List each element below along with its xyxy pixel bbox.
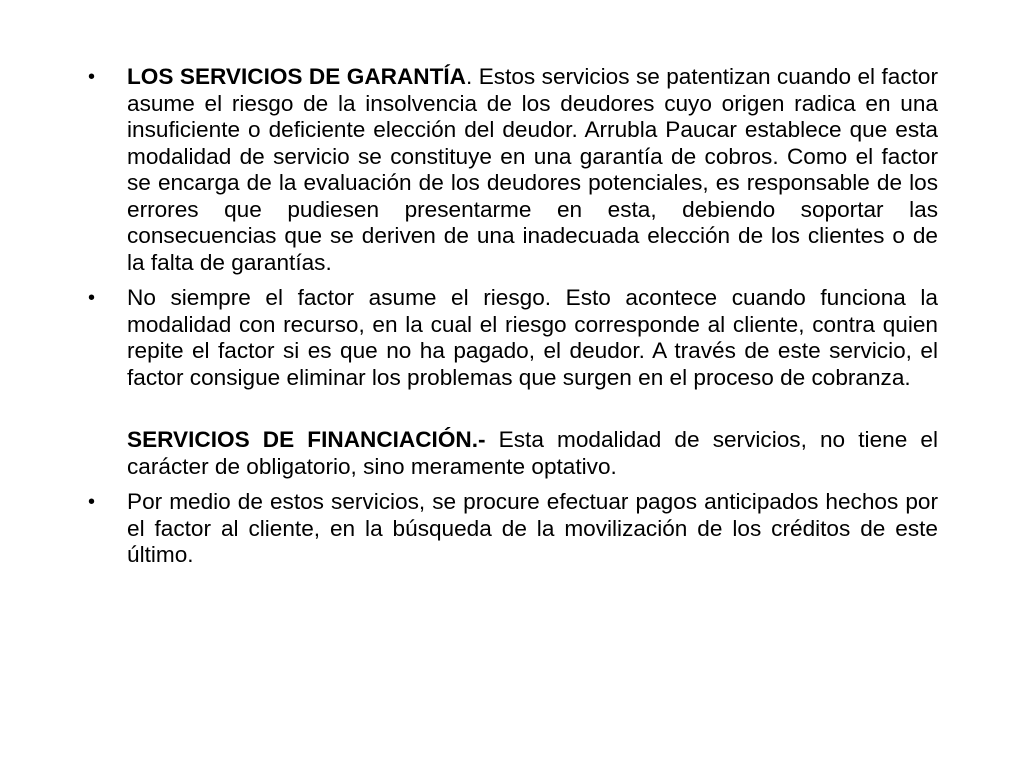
paragraph-servicios-financiacion [88, 427, 938, 480]
heading-servicios-garantia: LOS SERVICIOS DE GARANTÍA [127, 64, 466, 89]
bullet-icon: • [88, 491, 96, 513]
paragraph-text: Esta modalidad de servicios, no tiene el carácter de obligatorio, sino meramente optativo. [127, 427, 938, 479]
paragraph-text: . Estos servicios se patentizan cuando el factor asume el riesgo de la insolvencia de los deudores cuyo origen radica en una insuficiente o deficiente elección del deudor. Arrubla Paucar establece que esta modalidad de servicio se constituye en una garantía de cobros. Como el factor se encarga de la evaluación de los deudores potenciales, es responsable de los errores que pudiesen presentarme en esta, debiendo soportar las consecuencias que se deriven de una inadecuada elección de los clientes o de la falta de garantías. [127, 64, 939, 275]
paragraph-text: Por medio de estos servicios, se procure efectuar pagos anticipados hechos por el factor al cliente, en la búsqueda de la movilización de los créditos de este último. [127, 489, 938, 567]
paragraph-text: No siempre el factor asume el riesgo. Esto acontece cuando funciona la modalidad con recurso, en la cual el riesgo corresponde al cliente, contra quien repite el factor si es que no ha pagado, el deudor. A través de este servicio, el factor consigue eliminar los problemas que surgen en el proceso de cobranza. [127, 285, 938, 390]
paragraph-pagos-anticipados [88, 489, 938, 569]
bullet-icon: • [88, 287, 96, 309]
bullet-icon: • [88, 66, 96, 88]
slide-body [88, 64, 938, 569]
paragraph-servicios-garantia [88, 64, 938, 276]
heading-servicios-financiacion: SERVICIOS DE FINANCIACIÓN.- [127, 427, 486, 452]
paragraph-riesgo [88, 285, 938, 391]
